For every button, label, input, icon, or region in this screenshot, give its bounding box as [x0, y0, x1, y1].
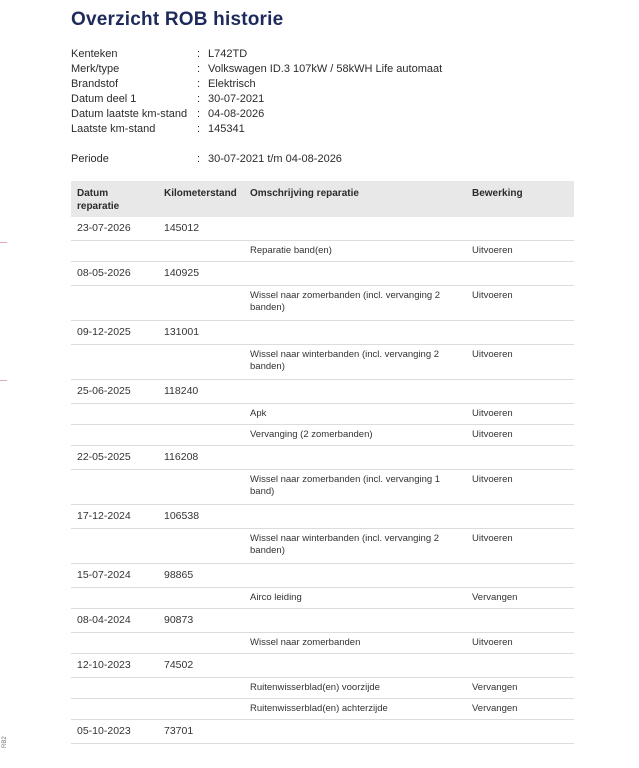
table-row — [71, 505, 574, 529]
periode — [71, 152, 591, 167]
cell-km — [158, 286, 244, 321]
info-separator: : — [197, 93, 201, 105]
cell-action — [466, 720, 574, 744]
cell-date: 08-04-2024 — [71, 609, 158, 633]
cell-desc: Vervanging (2 zomerbanden) — [244, 425, 466, 446]
cell-date — [71, 633, 158, 654]
info-separator: : — [197, 153, 201, 165]
cell-action: Uitvoeren — [466, 345, 574, 380]
info-separator: : — [197, 123, 201, 135]
cell-desc — [244, 505, 466, 529]
cell-km: 140925 — [158, 262, 244, 286]
header-datum-line2: reparatie — [77, 201, 120, 212]
cell-km: 145012 — [158, 217, 244, 241]
cell-action: Uitvoeren — [466, 286, 574, 321]
cell-km — [158, 699, 244, 720]
info-row-datum-deel-1 — [71, 92, 591, 107]
cell-action: Vervangen — [466, 588, 574, 609]
cell-desc — [244, 217, 466, 241]
cell-km — [158, 404, 244, 425]
header-bewerking: Bewerking — [466, 181, 574, 217]
info-value: 30-07-2021 — [208, 93, 265, 105]
cell-action — [466, 321, 574, 345]
cell-date — [71, 529, 158, 564]
cell-action: Uitvoeren — [466, 425, 574, 446]
info-label: Datum deel 1 — [71, 93, 137, 105]
cell-action: Vervangen — [466, 699, 574, 720]
periode-value: 30-07-2021 t/m 04-08-2026 — [208, 153, 342, 165]
table-row — [71, 609, 574, 633]
periode-label: Periode — [71, 153, 109, 165]
cell-action: Uitvoeren — [466, 529, 574, 564]
header-omschrijving: Omschrijving reparatie — [244, 181, 466, 217]
cell-action — [466, 564, 574, 588]
cell-km: 90873 — [158, 609, 244, 633]
cell-km — [158, 633, 244, 654]
cell-desc — [244, 262, 466, 286]
vehicle-info — [71, 47, 591, 137]
cell-date: 17-12-2024 — [71, 505, 158, 529]
info-label: Laatste km-stand — [71, 123, 156, 135]
table-row — [71, 699, 574, 720]
cell-date: 08-05-2026 — [71, 262, 158, 286]
cell-km — [158, 529, 244, 564]
table-row — [71, 633, 574, 654]
cell-desc: Wissel naar zomerbanden — [244, 633, 466, 654]
cell-desc: Ruitenwisserblad(en) achterzijde — [244, 699, 466, 720]
page-title: Overzicht ROB historie — [71, 9, 284, 30]
table-row — [71, 425, 574, 446]
margin-mark — [0, 380, 7, 381]
info-value: L742TD — [208, 48, 248, 60]
cell-date — [71, 470, 158, 505]
table-row — [71, 470, 574, 505]
info-label: Brandstof — [71, 78, 119, 90]
table-row — [71, 654, 574, 678]
cell-desc — [244, 564, 466, 588]
table-row — [71, 446, 574, 470]
cell-action — [466, 217, 574, 241]
info-label: Kenteken — [71, 48, 118, 60]
table-row — [71, 678, 574, 699]
table-row — [71, 321, 574, 345]
cell-date: 09-12-2025 — [71, 321, 158, 345]
cell-desc: Ruitenwisserblad(en) voorzijde — [244, 678, 466, 699]
cell-date: 15-07-2024 — [71, 564, 158, 588]
table-row — [71, 380, 574, 404]
cell-action — [466, 609, 574, 633]
info-value: 04-08-2026 — [208, 108, 265, 120]
info-row-laatste-km-stand — [71, 122, 591, 137]
table-row — [71, 720, 574, 744]
cell-action: Uitvoeren — [466, 470, 574, 505]
table-row — [71, 217, 574, 241]
cell-km: 98865 — [158, 564, 244, 588]
cell-desc: Reparatie band(en) — [244, 241, 466, 262]
cell-action: Uitvoeren — [466, 241, 574, 262]
cell-desc: Wissel naar winterbanden (incl. vervanging 2 banden) — [244, 529, 466, 564]
cell-date — [71, 345, 158, 380]
table-row — [71, 529, 574, 564]
cell-date — [71, 241, 158, 262]
cell-date — [71, 699, 158, 720]
info-value: 145341 — [208, 123, 245, 135]
cell-desc: Wissel naar zomerbanden (incl. vervanging 2 banden) — [244, 286, 466, 321]
cell-date — [71, 404, 158, 425]
cell-km: 131001 — [158, 321, 244, 345]
cell-km — [158, 588, 244, 609]
cell-date: 23-07-2026 — [71, 217, 158, 241]
info-value: Elektrisch — [208, 78, 256, 90]
cell-action: Uitvoeren — [466, 404, 574, 425]
margin-mark — [0, 242, 7, 243]
cell-date: 12-10-2023 — [71, 654, 158, 678]
cell-km: 118240 — [158, 380, 244, 404]
cell-date — [71, 588, 158, 609]
info-value: Volkswagen ID.3 107kW / 58kWH Life automaat — [208, 63, 443, 75]
repair-history-table — [71, 181, 574, 744]
info-separator: : — [197, 78, 201, 90]
cell-action — [466, 262, 574, 286]
cell-desc — [244, 609, 466, 633]
cell-km: 106538 — [158, 505, 244, 529]
cell-km: 116208 — [158, 446, 244, 470]
header-kilometerstand: Kilometerstand — [158, 181, 244, 217]
info-separator: : — [197, 108, 201, 120]
table-row — [71, 588, 574, 609]
info-row-periode — [71, 152, 591, 167]
cell-date: 25-06-2025 — [71, 380, 158, 404]
table-row — [71, 241, 574, 262]
cell-desc: Wissel naar winterbanden (incl. vervanging 2 banden) — [244, 345, 466, 380]
cell-desc: Apk — [244, 404, 466, 425]
cell-date: 05-10-2023 — [71, 720, 158, 744]
cell-km — [158, 345, 244, 380]
info-row-brandstof — [71, 77, 591, 92]
info-row-merk-type — [71, 62, 591, 77]
cell-action — [466, 380, 574, 404]
cell-km: 74502 — [158, 654, 244, 678]
cell-desc — [244, 380, 466, 404]
cell-date — [71, 678, 158, 699]
cell-km — [158, 241, 244, 262]
cell-desc: Airco leiding — [244, 588, 466, 609]
cell-action — [466, 446, 574, 470]
info-label: Datum laatste km-stand — [71, 108, 188, 120]
info-row-datum-laatste-km-stand — [71, 107, 591, 122]
table-row — [71, 286, 574, 321]
cell-km: 73701 — [158, 720, 244, 744]
info-separator: : — [197, 48, 201, 60]
cell-desc — [244, 654, 466, 678]
cell-action: Vervangen — [466, 678, 574, 699]
cell-desc — [244, 446, 466, 470]
cell-desc — [244, 321, 466, 345]
info-row-kenteken — [71, 47, 591, 62]
cell-km — [158, 425, 244, 446]
table-header-row — [71, 181, 574, 217]
cell-date: 22-05-2025 — [71, 446, 158, 470]
table-row — [71, 564, 574, 588]
cell-date — [71, 286, 158, 321]
cell-action: Uitvoeren — [466, 633, 574, 654]
cell-desc — [244, 720, 466, 744]
info-label: Merk/type — [71, 63, 120, 75]
info-separator: : — [197, 63, 201, 75]
cell-km — [158, 678, 244, 699]
header-datum-line1: Datum — [77, 188, 109, 199]
corner-code: RB2 — [2, 736, 8, 748]
cell-desc: Wissel naar zomerbanden (incl. vervanging 1 band) — [244, 470, 466, 505]
cell-action — [466, 505, 574, 529]
cell-km — [158, 470, 244, 505]
header-datum-reparatie — [71, 181, 158, 217]
cell-action — [466, 654, 574, 678]
table-row — [71, 262, 574, 286]
cell-date — [71, 425, 158, 446]
table-row — [71, 345, 574, 380]
table-row — [71, 404, 574, 425]
